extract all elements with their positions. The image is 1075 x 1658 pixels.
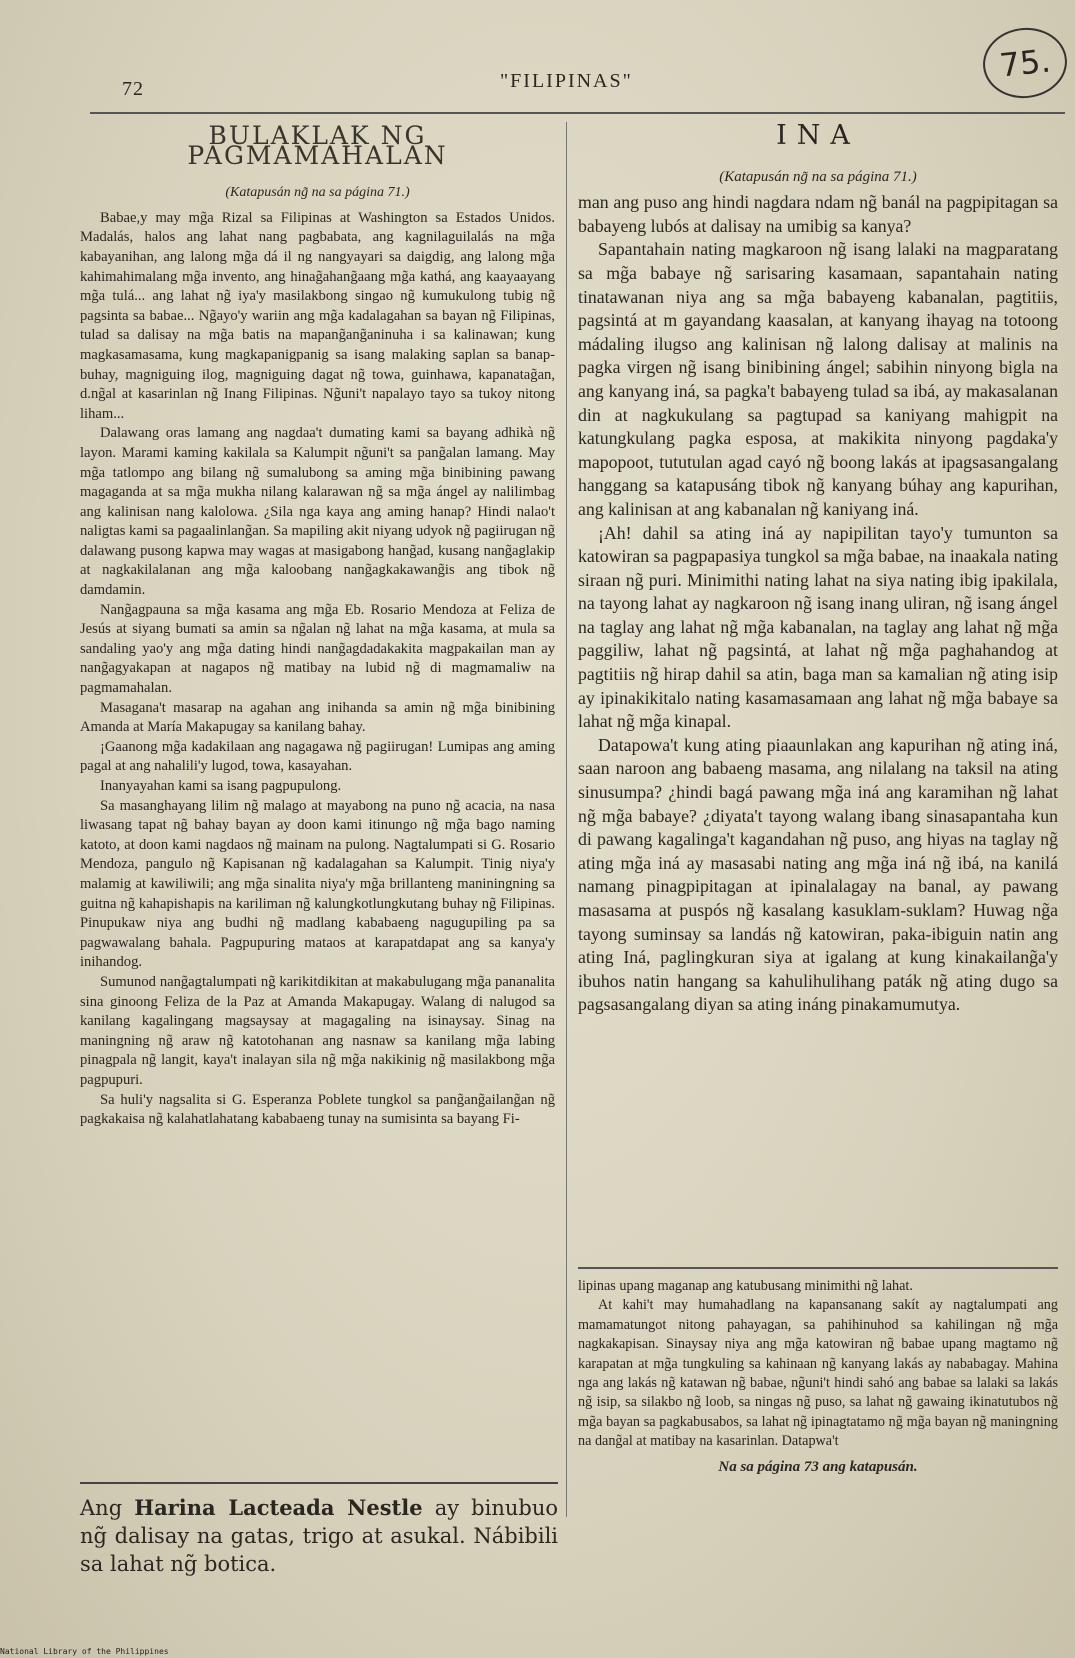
running-head: "FILIPINAS" [500, 70, 633, 92]
handwritten-folio: 75. [980, 24, 1071, 102]
header-rule [90, 112, 1065, 114]
left-paragraph: Dalawang oras lamang ang nagdaa't dumating kami sa bayang adhikà ng̃ layon. Marami kaming kakilala sa Kalumpit ng̃uni't sa pang̃alan lamang. May mg̃a tatlompo ang bilang ng̃ sumalubong sa aming mg̃a binibining pawang magaganda at sa mg̃a mukha nilang kalarawan ng̃ sa mg̃a ángel ay nalilimbag ang kalinisan nang kalolowa. ¿Sila nga kaya ang aming hanap? Hindi nalao't naligtas kami sa pagaalinlang̃an. Sa mapiling akit niyang udyok ng̃ pagiirugan ng̃ dalawang pusong kapwa may wagas at masigabong hang̃ad, kusang nang̃aglakip at nagkakilalanan ang mg̃a kaloobang nang̃agkakawang̃is ang tibok ng̃ damdamin. [80, 425, 556, 599]
right-continuation-note: (Katapusán ng̃ na sa página 71.) [719, 168, 917, 185]
right-bottom-section [578, 1277, 1058, 1477]
left-paragraph: Masagana't masarap na agahan ang inihanda sa amin ng̃ mg̃a binibining Amanda at María Makapugay sa kanilang bahay. [80, 699, 555, 736]
left-paragraph: Sa huli'y nagsalita si G. Esperanza Poblete tungkol sa pang̃ang̃ailang̃an ng̃ pagkakaisa ng̃ kalahatlahatang kababaeng tunay na sumisinta sa bayang Fi- [80, 1091, 555, 1128]
right-paragraph: Sapantahain nating magkaroon ng̃ isang lalaki na magparatang sa mg̃a babaye ng̃ sarisaring kasamaan, sapantahain nating tinatawanan niya ang sa mg̃a babayeng kabanalan, pagtitiis, pagsintá at m gayandang kaasalan, at kanyang ihayag na totoong mádaling ilugso ang kalinisan ng̃ lalong dalisay at malinis na pagka virgen ng̃ isang binibining ángel; sabihin ninyong bigla na ang kanyang iná, sa pagka't babayeng tulad sa ibá, ay makasalanan din at nagkukulang sa pagtupad sa kaniyang mahigpit na katungkulang pagka esposa, at makikita ninyong pagdaka'y mapopoot, tututulan agad cayó ng̃ boong lakás at ipagsasangalang hanggang sa katapusáng tibok ng̃ kanyang búhay ang kapurihan, ang kalinisan at ang kabanalan ng̃ kaniyang iná. [578, 239, 1058, 519]
right-section-rule [578, 1267, 1058, 1269]
left-paragraph: Babae,y may mg̃a Rizal sa Filipinas at Washington sa Estados Unidos. Madalás, halos ang lahat nang pagbabata, ang kagnilaguilalás na mg̃a kabayanihan, ang lalong mg̃a dá il ng nangyayari sa daigdig, ang lalong mg̃a kahimahimalang mg̃a invento, ang hinag̃ahang̃aang mg̃a kathá, ang kaayaayang mg̃a tulá... ang lahat ng̃ iya'y masilakbong singao ng̃ kumukulong tubig ng̃ pagsinta sa babae... Ng̃ayo'y wariin ang mg̃a kadalagahan sa bayan ng̃ Filipinas, tulad sa dalisay na mg̃a batis na mapang̃ang̃aninuha i sa kalinawan; kung magkasamasama, kung magkapanigpanig sa isang malaking saplan sa banap-buhay, magniguing ilog, magniguing dagat ng̃ towa, guinhawa, kapanatag̃an, d.ng̃al at kasarinlan ng̃ Inang Filipinas. Ng̃uni't napalayo tayo sa tukoy nitong liham... [80, 209, 555, 422]
right-paragraph: Datapowa't kung ating piaaunlakan ang kapurihan ng̃ ating iná, saan naroon ang babaeng masama, ang nilalang na taksil na ating sinusumpa? ¿hindi bagá pawang mg̃a iná ang karamihan ng̃ lahat ng̃ mg̃a babaye? ¿diyata't tayong walang ibang sinasapantaha kun di pawang kagalinga't kagandahan ng̃ puso, ang hiyas na taglay ng̃ ating mg̃a iná ay masasabi nating ang mg̃a iná ng̃ ibá, na kanilá namang pinagpipitagan at ipinalalagay na banal, ay pawang masasama at puspós ng̃ kasalang kasuklam-suklam? Huwag ng̃a tayong suminsay sa landás ng̃ katowiran, paka-ibiguin natin ang ating Iná, paglingkuran siya at igalang at kung kinakailang̃a'y ibuhos natin hangang sa kahulihulihang paták ng̃ ating dugo sa pagsasangalang diyan sa ating ináng pinakamumutya. [578, 734, 1058, 1015]
right-bottom-paragraph: lipinas upang maganap ang katubusang minimithi ng̃ lahat. [578, 1278, 913, 1294]
left-continuation-note: (Katapusán ng̃ na sa página 71.) [225, 185, 410, 201]
scan-credit: National Library of the Philippines [0, 1647, 169, 1656]
page-number: 72 [122, 78, 144, 100]
continued-on-note: Na sa página 73 ang katapusán. [718, 1458, 918, 1475]
right-article-title: INA [776, 120, 860, 151]
left-paragraph: Sumunod nang̃agtalumpati ng̃ karikitdikitan at makabulugang mg̃a pananalita sina ginoong Feliza de la Paz at Amanda Makapugay. Walang di nalugod sa kanilang kagalingang magsaysay at magagaling na isinaysay. Sinag na maningning ng̃ araw ng̃ katotohanan ang nasnaw sa kanilang mg̃a labing pinagpala ng̃ langit, kaya't inalayan sila ng̃ mg̃a nakikinig ng̃ masilakbong mg̃a pagpupuri. [80, 973, 555, 1088]
left-paragraph: Sa masanghayang lilim ng̃ malago at mayabong na puno ng̃ acacia, na nasa liwasang tapat ng̃ bahay bayan ay doon kami itinungo ng̃ mg̃a bago naming katoto, at doon kami nagdaos ng̃ mainam na pulong. Nagtalumpati si G. Rosario Mendoza, pangulo ng̃ Kapisanan ng̃ kadalagahan sa Kalumpit. Tinig niya'y malamig at kawiliwili; ang mg̃a sinalita niya'y mg̃a brillanteng maniningning sa guitna ng̃ kahapishapis na kariliman ng̃ kalungkotlungkutang buhay ng̃ Filipinas. Pinupukaw niya ang budhi ng̃ madlang kababaeng nagugupiling pa sa pagwawalang bahala. Pagpupuring mataos at karapatdapat ang sa kanya'y inihandog. [80, 797, 555, 971]
nestle-advertisement [80, 1482, 558, 1578]
left-paragraph: ¡Gaanong mg̃a kadakilaan ang nagagawa ng̃ pagiirugan! Lumipas ang aming pagal at ang nahalili'y lugod, towa, kasayahan. [80, 738, 555, 775]
right-paragraph: ¡Ah! dahil sa ating iná ay napipilitan tayo'y tumunton sa katowiran sa pagpapasiya tungkol sa mg̃a babae, na inaakala nating siraan ng̃ puri. Minimithi nating lahat na siya nating ibig ipakilala, na tayong lahat ay nagkaroon ng̃ isang inang uliran, ng̃ isang ángel na taglay ang lahat ng̃ mg̃a kabanalan, na taglay ang lahat ng̃ mg̃a paggiliw, lahat ng̃ pagsintá, at lahat ng̃ mg̃a paghahandog at pagtitiis ng̃ hirap dahil sa atin, baga man sa kamalian ng̃ ating isip ay ipinakikitalo nating kasamasamaan ang lahat ng̃ mg̃a babaye sa lahat ng̃ mg̃a kinapal. [578, 522, 1058, 732]
ad-text: ay binubuo ng̃ dalisay na gatas, trigo at asukal. Nábibili sa lahat ng̃ botica. [80, 1496, 559, 1576]
left-paragraph: Inanyayahan kami sa isang pagpupulong. [100, 778, 342, 794]
right-paragraph: man ang puso ang hindi nagdara ndam ng̃ banál na pagpipitagan sa babayeng lubós at dalisay na umibig sa kanya? [578, 192, 1058, 236]
column-divider [566, 122, 567, 1517]
left-article-title: BULAKLAK NG PAGMAMAHALAN [187, 121, 448, 170]
ad-prefix: Ang [80, 1496, 135, 1520]
left-column [80, 122, 555, 1130]
right-column [578, 122, 1058, 1017]
right-bottom-paragraph: At kahi't may humahadlang na kapansanang sakít ay nagtalumpati ang mamamatungot nitong pahayagan, sa pahihinuhod sa kahilingan ng̃ mg̃a nagkakapisan. Sinaysay niya ang mg̃a katowiran ng̃ babae upang magtamo ng̃ karapatan at mg̃a tungkuling sa kahinaan ng̃ kanyang lakás ay nababagay. Mahina nga ang lakás ng̃ katawan ng̃ babae, ng̃uni't hindi sahó ang babae sa lalaki sa lakás ng̃ isip, sa silakbo ng̃ loob, sa ningas ng̃ puso, sa lahat ng̃ gawaing ikinatutubos ng̃ mg̃a bayan sa pagkabusabos, sa lahat ng̃ ipinagtatamo ng̃ mg̃a bayan ng̃ maningning na dang̃al at matibay na kasarinlan. Datapwa't [578, 1297, 1058, 1450]
left-paragraph: Nang̃agpauna sa mg̃a kasama ang mg̃a Eb. Rosario Mendoza at Feliza de Jesús at siyang bumati sa amin sa ng̃alan ng̃ lahat na mg̃a kasama, at mula sa sandaling yao'y ang mg̃a dating hindi nang̃agdadakakita magpakailan man ay nang̃agyakapan at nagapos ng̃ matibay na lubid ng̃ di magmamaliw na pagmamahalan. [80, 601, 555, 697]
ad-brand: Harina Lacteada Nestle [134, 1495, 423, 1520]
